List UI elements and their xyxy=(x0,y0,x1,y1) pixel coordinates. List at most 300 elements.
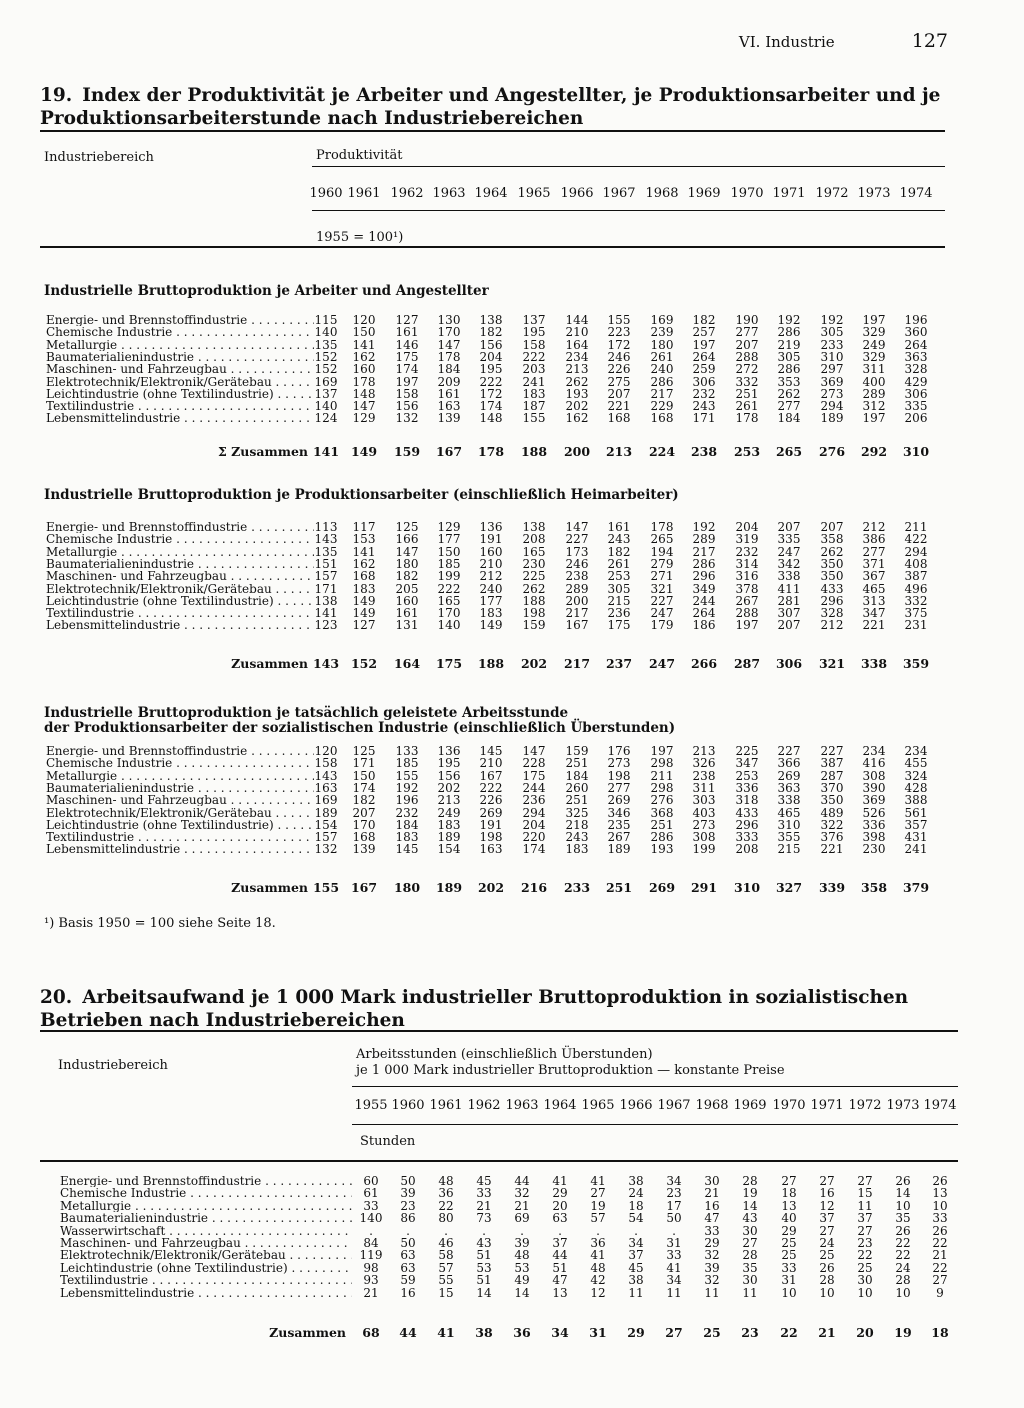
row-label: Elektrotechnik/Elektronik/Gerätebau . . . xyxy=(60,1249,352,1261)
value-cell: 262 xyxy=(777,386,801,401)
value-cell: 277 xyxy=(777,399,801,414)
table20-title-text: Arbeitsaufwand je 1 000 Mark industrieller Bruttoproduktion in sozialistischen Betrieben nach Industriebereichen xyxy=(40,987,909,1031)
value-cell: 386 xyxy=(862,532,886,547)
value-cell: 21 xyxy=(704,1186,720,1201)
value-cell: 222 xyxy=(479,374,503,389)
row-label: Lebensmittelindustrie . . . xyxy=(46,412,314,424)
row-label: Chemische Industrie . . . xyxy=(46,533,314,545)
value-cell: 33 xyxy=(363,1198,379,1213)
total-value: 21 xyxy=(818,1325,836,1340)
value-cell: 433 xyxy=(820,581,844,596)
value-cell: 59 xyxy=(400,1273,416,1288)
value-cell: 148 xyxy=(352,386,376,401)
value-cell: 149 xyxy=(479,618,503,633)
value-cell: 184 xyxy=(437,362,461,377)
value-cell: 261 xyxy=(735,399,759,414)
total-value: 213 xyxy=(605,444,633,459)
value-cell: 137 xyxy=(314,386,338,401)
table-row xyxy=(0,1249,1024,1261)
table19-section2-title: Industrielle Bruttoproduktion je Produktionsarbeiter (einschließlich Heimarbeiter) xyxy=(44,487,679,503)
value-cell: 18 xyxy=(781,1186,797,1201)
value-cell: 37 xyxy=(857,1211,873,1226)
total-value: 291 xyxy=(690,880,718,895)
value-cell: 371 xyxy=(862,556,886,571)
value-cell: 48 xyxy=(438,1174,454,1188)
value-cell: 43 xyxy=(742,1211,758,1226)
value-cell: 16 xyxy=(819,1186,835,1201)
value-cell: 184 xyxy=(395,817,419,832)
value-cell: 363 xyxy=(777,780,801,795)
total-value: 359 xyxy=(902,656,930,671)
value-cell: 33 xyxy=(932,1211,948,1226)
value-cell: 37 xyxy=(819,1211,835,1226)
row-label: Metallurgie . . . xyxy=(46,770,314,782)
value-cell: 135 xyxy=(314,544,338,559)
value-cell: 311 xyxy=(692,780,716,795)
value-cell: 156 xyxy=(395,399,419,414)
value-cell: 336 xyxy=(735,780,759,795)
table20-top-rule xyxy=(40,1030,958,1032)
value-cell: 50 xyxy=(400,1236,416,1250)
value-cell: 249 xyxy=(437,805,461,820)
value-cell: 239 xyxy=(650,325,674,340)
total-value: 18 xyxy=(931,1325,949,1340)
table-row xyxy=(0,1274,1024,1286)
year-1967: 1967 xyxy=(657,1098,691,1113)
value-cell: 218 xyxy=(565,817,589,832)
value-cell: 25 xyxy=(857,1260,873,1275)
value-cell: 127 xyxy=(395,313,419,327)
value-cell: 306 xyxy=(692,374,716,389)
value-cell: 310 xyxy=(820,349,844,364)
value-cell: 190 xyxy=(735,313,759,327)
value-cell: 210 xyxy=(479,756,503,771)
total-value: 327 xyxy=(775,880,803,895)
table-row xyxy=(0,533,1024,545)
row-label: Lebensmittelindustrie . . . xyxy=(46,843,314,855)
table-row xyxy=(0,1287,1024,1299)
value-cell: 138 xyxy=(479,313,503,327)
value-cell: 206 xyxy=(904,411,928,426)
value-cell: 178 xyxy=(352,374,376,389)
value-cell: 31 xyxy=(781,1273,797,1288)
value-cell: 198 xyxy=(522,606,546,621)
value-cell: 265 xyxy=(650,532,674,547)
value-cell: 26 xyxy=(932,1223,948,1238)
value-cell: 159 xyxy=(522,618,546,633)
value-cell: 403 xyxy=(692,805,716,820)
value-cell: 204 xyxy=(522,817,546,832)
value-cell: 158 xyxy=(314,756,338,771)
value-cell: 183 xyxy=(522,386,546,401)
table-row xyxy=(0,757,1024,769)
year-1970: 1970 xyxy=(772,1098,806,1113)
value-cell: 39 xyxy=(400,1186,416,1201)
value-cell: 199 xyxy=(692,842,716,857)
value-cell: 160 xyxy=(395,593,419,608)
value-cell: 133 xyxy=(395,744,419,758)
value-cell: 310 xyxy=(777,817,801,832)
value-cell: 154 xyxy=(437,842,461,857)
value-cell: 489 xyxy=(820,805,844,820)
value-cell: 431 xyxy=(904,830,928,845)
value-cell: 286 xyxy=(777,325,801,340)
value-cell: 168 xyxy=(352,569,376,584)
value-cell: 120 xyxy=(314,744,338,758)
value-cell: 366 xyxy=(777,756,801,771)
value-cell: 305 xyxy=(607,581,631,596)
table-row xyxy=(0,1225,1024,1237)
value-cell: 241 xyxy=(522,374,546,389)
value-cell: 27 xyxy=(857,1174,873,1188)
value-cell: 207 xyxy=(735,337,759,352)
value-cell: 312 xyxy=(862,399,886,414)
value-cell: 19 xyxy=(742,1186,758,1201)
value-cell: 10 xyxy=(932,1198,948,1213)
value-cell: 11 xyxy=(628,1285,644,1300)
total-value: 143 xyxy=(312,656,340,671)
row-label: Baumaterialienindustrie . . . xyxy=(46,782,314,794)
value-cell: 80 xyxy=(438,1211,454,1226)
row-label: Chemische Industrie . . . xyxy=(46,757,314,769)
table-row xyxy=(0,619,1024,631)
value-cell: 197 xyxy=(692,337,716,352)
year-1974: 1974 xyxy=(899,186,933,201)
value-cell: 277 xyxy=(862,544,886,559)
value-cell: 232 xyxy=(735,544,759,559)
row-label: Leichtindustrie (ohne Textilindustrie) . . . xyxy=(46,388,314,400)
value-cell: 193 xyxy=(565,386,589,401)
value-cell: 357 xyxy=(904,817,928,832)
value-cell: 174 xyxy=(522,842,546,857)
total-value: 178 xyxy=(477,444,505,459)
total-value: 188 xyxy=(520,444,548,459)
value-cell: 350 xyxy=(820,793,844,808)
value-cell: 313 xyxy=(862,593,886,608)
total-value: 41 xyxy=(437,1325,455,1340)
value-cell: 156 xyxy=(479,337,503,352)
value-cell: 226 xyxy=(479,793,503,808)
value-cell: 21 xyxy=(476,1198,492,1213)
value-cell: 32 xyxy=(704,1248,720,1263)
value-cell: 346 xyxy=(607,805,631,820)
total-value: 251 xyxy=(605,880,633,895)
total-row xyxy=(0,1325,1024,1341)
row-label: Baumaterialienindustrie . . . xyxy=(46,351,314,363)
value-cell: 38 xyxy=(628,1174,644,1188)
year-1969: 1969 xyxy=(687,186,721,201)
year-1963: 1963 xyxy=(505,1098,539,1113)
value-cell: 338 xyxy=(777,569,801,584)
total-value: 247 xyxy=(648,656,676,671)
year-1972: 1972 xyxy=(815,186,849,201)
value-cell: 368 xyxy=(650,805,674,820)
value-cell: 193 xyxy=(650,842,674,857)
value-cell: 243 xyxy=(692,399,716,414)
value-cell: 138 xyxy=(314,593,338,608)
value-cell: 34 xyxy=(628,1236,644,1250)
value-cell: . xyxy=(369,1223,373,1238)
table-row xyxy=(0,339,1024,351)
value-cell: 150 xyxy=(352,768,376,783)
value-cell: 308 xyxy=(692,830,716,845)
value-cell: 217 xyxy=(692,544,716,559)
table19-top-rule xyxy=(40,130,945,132)
value-cell: 174 xyxy=(395,362,419,377)
value-cell: . xyxy=(672,1223,676,1238)
value-cell: 322 xyxy=(820,817,844,832)
value-cell: 161 xyxy=(607,520,631,534)
value-cell: 29 xyxy=(781,1223,797,1238)
table20-group-label-2: je 1 000 Mark industrieller Bruttoproduktion — konstante Preise xyxy=(356,1063,785,1078)
value-cell: 355 xyxy=(777,830,801,845)
total-value: 339 xyxy=(818,880,846,895)
value-cell: 296 xyxy=(735,817,759,832)
total-value: 238 xyxy=(690,444,718,459)
value-cell: 33 xyxy=(666,1248,682,1263)
value-cell: 217 xyxy=(650,386,674,401)
value-cell: 221 xyxy=(820,842,844,857)
value-cell: 183 xyxy=(437,817,461,832)
row-label: Energie- und Brennstoffindustrie . . . xyxy=(46,745,314,757)
value-cell: 288 xyxy=(735,606,759,621)
value-cell: 207 xyxy=(607,386,631,401)
value-cell: 335 xyxy=(904,399,928,414)
value-cell: 286 xyxy=(650,830,674,845)
value-cell: 328 xyxy=(820,606,844,621)
value-cell: 25 xyxy=(781,1236,797,1250)
value-cell: 328 xyxy=(904,362,928,377)
value-cell: 247 xyxy=(777,544,801,559)
value-cell: 140 xyxy=(437,618,461,633)
table20-header-rule xyxy=(40,1160,958,1162)
value-cell: 23 xyxy=(857,1236,873,1250)
value-cell: 246 xyxy=(565,556,589,571)
value-cell: 48 xyxy=(590,1260,606,1275)
value-cell: 277 xyxy=(607,780,631,795)
value-cell: 129 xyxy=(437,520,461,534)
value-cell: . xyxy=(634,1223,638,1238)
value-cell: 26 xyxy=(932,1174,948,1188)
table-row xyxy=(0,831,1024,843)
year-1966: 1966 xyxy=(619,1098,653,1113)
value-cell: 28 xyxy=(742,1174,758,1188)
value-cell: 13 xyxy=(552,1285,568,1300)
value-cell: 163 xyxy=(314,780,338,795)
row-label: Leichtindustrie (ohne Textilindustrie) . . . xyxy=(46,595,314,607)
total-value: 164 xyxy=(393,656,421,671)
value-cell: 140 xyxy=(314,399,338,414)
value-cell: 44 xyxy=(552,1248,568,1263)
total-value: 287 xyxy=(733,656,761,671)
value-cell: 141 xyxy=(352,337,376,352)
table19-section3-title-line1: Industrielle Bruttoproduktion je tatsächlich geleistete Arbeitsstunde xyxy=(44,705,569,721)
value-cell: 264 xyxy=(692,349,716,364)
year-1964: 1964 xyxy=(543,1098,577,1113)
value-cell: 561 xyxy=(904,805,928,820)
value-cell: 180 xyxy=(395,556,419,571)
value-cell: 33 xyxy=(781,1260,797,1275)
total-value: 152 xyxy=(350,656,378,671)
value-cell: 230 xyxy=(522,556,546,571)
value-cell: 132 xyxy=(314,842,338,857)
value-cell: 41 xyxy=(666,1260,682,1275)
total-value: 149 xyxy=(350,444,378,459)
value-cell: 155 xyxy=(522,411,546,426)
value-cell: 209 xyxy=(437,374,461,389)
value-cell: 172 xyxy=(479,386,503,401)
value-cell: 332 xyxy=(735,374,759,389)
value-cell: 22 xyxy=(895,1236,911,1250)
total-value: 19 xyxy=(894,1325,912,1340)
value-cell: 191 xyxy=(479,532,503,547)
table20-number: 20. xyxy=(40,987,73,1008)
row-label: Textilindustrie . . . xyxy=(46,831,314,843)
value-cell: 267 xyxy=(607,830,631,845)
value-cell: 210 xyxy=(479,556,503,571)
value-cell: 175 xyxy=(395,349,419,364)
year-1965: 1965 xyxy=(581,1098,615,1113)
value-cell: 225 xyxy=(522,569,546,584)
value-cell: 289 xyxy=(862,386,886,401)
table-row xyxy=(0,363,1024,375)
value-cell: 156 xyxy=(437,768,461,783)
total-value: 338 xyxy=(860,656,888,671)
value-cell: 257 xyxy=(692,325,716,340)
table-row xyxy=(0,1212,1024,1224)
value-cell: 261 xyxy=(607,556,631,571)
value-cell: 184 xyxy=(565,768,589,783)
value-cell: 211 xyxy=(904,520,928,534)
value-cell: 191 xyxy=(479,817,503,832)
value-cell: 160 xyxy=(479,544,503,559)
value-cell: 305 xyxy=(820,325,844,340)
value-cell: 192 xyxy=(820,313,844,327)
value-cell: 221 xyxy=(607,399,631,414)
value-cell: 28 xyxy=(742,1248,758,1263)
value-cell: 286 xyxy=(777,362,801,377)
value-cell: 30 xyxy=(857,1273,873,1288)
value-cell: 253 xyxy=(607,569,631,584)
value-cell: 234 xyxy=(904,744,928,758)
value-cell: 226 xyxy=(607,362,631,377)
row-label: Elektrotechnik/Elektronik/Gerätebau . . . xyxy=(46,583,314,595)
value-cell: 147 xyxy=(522,744,546,758)
value-cell: 40 xyxy=(781,1211,797,1226)
value-cell: 238 xyxy=(692,768,716,783)
table-row xyxy=(0,1175,1024,1187)
value-cell: 11 xyxy=(704,1285,720,1300)
value-cell: 45 xyxy=(476,1174,492,1188)
value-cell: 10 xyxy=(857,1285,873,1300)
value-cell: 21 xyxy=(363,1285,379,1300)
value-cell: 212 xyxy=(862,520,886,534)
value-cell: 260 xyxy=(565,780,589,795)
value-cell: 55 xyxy=(438,1273,454,1288)
value-cell: 496 xyxy=(904,581,928,596)
value-cell: 165 xyxy=(522,544,546,559)
value-cell: 211 xyxy=(650,768,674,783)
value-cell: 170 xyxy=(352,817,376,832)
value-cell: 207 xyxy=(777,618,801,633)
value-cell: 14 xyxy=(514,1285,530,1300)
value-cell: 38 xyxy=(628,1273,644,1288)
total-value: 224 xyxy=(648,444,676,459)
row-label: Metallurgie . . . xyxy=(60,1200,352,1212)
value-cell: 197 xyxy=(862,313,886,327)
total-value: 22 xyxy=(780,1325,798,1340)
value-cell: 148 xyxy=(479,411,503,426)
value-cell: . xyxy=(406,1223,410,1238)
table-row xyxy=(0,351,1024,363)
value-cell: 155 xyxy=(395,768,419,783)
value-cell: 369 xyxy=(862,793,886,808)
value-cell: 177 xyxy=(479,593,503,608)
row-label: Baumaterialienindustrie . . . xyxy=(46,558,314,570)
value-cell: 261 xyxy=(650,349,674,364)
table-row xyxy=(0,1262,1024,1274)
total-value: 358 xyxy=(860,880,888,895)
value-cell: 171 xyxy=(692,411,716,426)
value-cell: 41 xyxy=(590,1248,606,1263)
value-cell: 189 xyxy=(607,842,631,857)
value-cell: 277 xyxy=(735,325,759,340)
row-label: Chemische Industrie . . . xyxy=(46,326,314,338)
value-cell: 171 xyxy=(314,581,338,596)
page-number: 127 xyxy=(911,30,948,52)
total-label: Zusammen xyxy=(269,1325,346,1340)
value-cell: 10 xyxy=(895,1285,911,1300)
value-cell: 271 xyxy=(650,569,674,584)
value-cell: 44 xyxy=(514,1174,530,1188)
total-value: 34 xyxy=(551,1325,569,1340)
value-cell: 428 xyxy=(904,780,928,795)
year-1970: 1970 xyxy=(730,186,764,201)
value-cell: 336 xyxy=(862,817,886,832)
row-label: Wasserwirtschaft . . . xyxy=(60,1225,352,1237)
value-cell: 387 xyxy=(820,756,844,771)
value-cell: 174 xyxy=(479,399,503,414)
total-value: 167 xyxy=(350,880,378,895)
value-cell: 12 xyxy=(819,1198,835,1213)
value-cell: 213 xyxy=(692,744,716,758)
value-cell: 189 xyxy=(314,805,338,820)
value-cell: 13 xyxy=(781,1198,797,1213)
value-cell: 11 xyxy=(666,1285,682,1300)
value-cell: 243 xyxy=(565,830,589,845)
total-value: 27 xyxy=(665,1325,683,1340)
total-value: 175 xyxy=(435,656,463,671)
value-cell: 367 xyxy=(862,569,886,584)
value-cell: 212 xyxy=(479,569,503,584)
row-label: Metallurgie . . . xyxy=(46,546,314,558)
value-cell: 199 xyxy=(437,569,461,584)
value-cell: 168 xyxy=(607,411,631,426)
value-cell: 140 xyxy=(314,325,338,340)
value-cell: 51 xyxy=(476,1273,492,1288)
value-cell: 16 xyxy=(400,1285,416,1300)
value-cell: 221 xyxy=(862,618,886,633)
value-cell: 183 xyxy=(352,581,376,596)
value-cell: 185 xyxy=(437,556,461,571)
value-cell: 262 xyxy=(522,581,546,596)
value-cell: 136 xyxy=(479,520,503,534)
value-cell: 58 xyxy=(438,1248,454,1263)
value-cell: 15 xyxy=(857,1186,873,1201)
value-cell: 173 xyxy=(565,544,589,559)
table-row xyxy=(0,314,1024,326)
value-cell: 57 xyxy=(590,1211,606,1226)
